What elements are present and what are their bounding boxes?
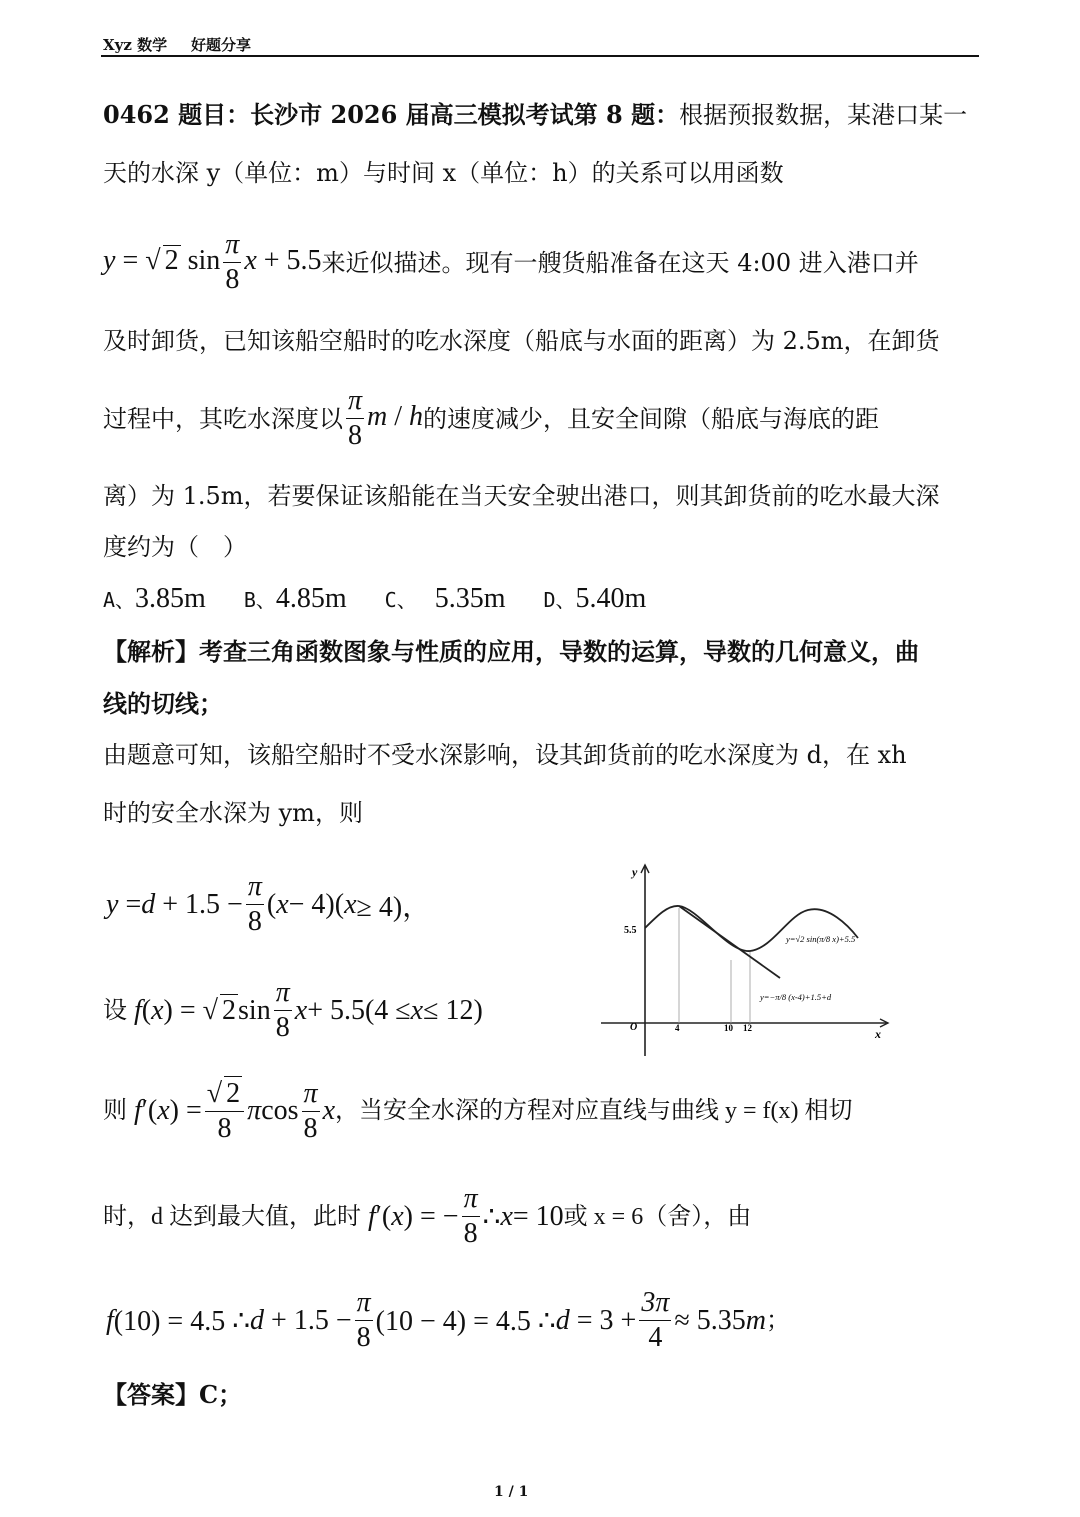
analysis-tag: 【解析】 — [103, 637, 199, 666]
choice-b-value: 4.85m — [275, 583, 347, 614]
analysis-line-4: 时的安全水深为 ym，则 — [103, 799, 363, 827]
y-tick-5-5: 5.5 — [624, 925, 637, 936]
problem-line-3: y = √ 2 sin $\frac{\pi}{8}$ x + 5.5 来近似描述。现有一艘货船准备在这天 4:00 进入港口并 — [103, 229, 919, 295]
line-label: y=−π/8 (x-4)+1.5+d — [760, 992, 832, 1002]
analysis-line-2: 线的切线； — [103, 689, 223, 718]
answer-value: C； — [199, 1380, 243, 1409]
figure-graph — [598, 860, 898, 1060]
problem-line-4: 及时卸货，已知该船空船时的吃水深度（船底与水面的距离）为 2.5m，在卸货 — [103, 327, 940, 355]
equation-3: 则 f ′( x ) = $\frac{√ 2}{8}$ π cos $\frac{\pi}{8}$ x ，当安全水深的方程对应直线与曲线 y = f(x) 相切 — [103, 1077, 853, 1144]
answer-tag: 【答案】 — [103, 1380, 199, 1409]
analysis-line-3: 由题意可知，该船空船时不受水深影响，设其卸货前的吃水深度为 d，在 xh — [103, 741, 907, 769]
page-number: 1 / 1 — [494, 1484, 529, 1500]
problem-line-6: 离）为 1.5m，若要保证该船能在当天安全驶出港口，则其卸货前的吃水最大深 — [103, 482, 940, 510]
problem-line-5: 过程中，其吃水深度以 $\frac{\pi}{8}$ m / h 的速度减少，且安全间隙（船底与海底的距 — [103, 385, 880, 451]
x-tick-12: 12 — [743, 1023, 752, 1033]
answer-line — [103, 1380, 242, 1410]
problem-line-1: 0462 题目：长沙市 2026 届高三模拟考试第 8 题：根据预报数据，某港口某一 — [103, 100, 968, 129]
function-formula: y = √ 2 sin $\frac{\pi}{8}$ x + 5.5 — [103, 229, 322, 295]
problem-line-2: 天的水深 y（单位：m）与时间 x（单位：h）的关系可以用函数 — [103, 159, 784, 187]
problem-label: 0462 题目：长沙市 2026 届高三模拟考试第 8 题： — [103, 100, 680, 129]
sine-curve — [645, 906, 858, 951]
curve-label: y=√2 sin(π/8 x)+5.5 — [786, 934, 856, 944]
choice-b-letter: B、 — [243, 588, 276, 612]
choice-c-letter: C、 — [384, 588, 417, 612]
y-axis-label: y — [632, 865, 638, 879]
choice-d-value: 5.40m — [575, 583, 647, 614]
choice-a-letter: A、 — [103, 588, 136, 612]
rate-formula: $\frac{\pi}{8}$ m / h — [348, 385, 424, 451]
origin-label: O — [630, 1022, 638, 1033]
choice-d-letter: D、 — [543, 588, 576, 612]
choice-a-value: 3.85m — [135, 583, 206, 614]
header-rule — [101, 55, 979, 57]
equation-5: f (10) = 4.5 ∴ d + 1.5 − $\frac{\pi}{8}$ (10 − 4) = 4.5 ∴ d = 3 + $\frac{3\pi}{4}$ ≈ 5.35 m ； — [106, 1287, 790, 1353]
analysis-line-1: 【解析】考查三角函数图象与性质的应用，导数的运算，导数的几何意义，曲 — [103, 637, 919, 666]
problem-line-7: 度约为（ ） — [103, 533, 247, 561]
header-section: 好题分享 — [191, 36, 252, 54]
x-tick-4: 4 — [675, 1023, 680, 1033]
equation-4: 时，d 达到最大值，此时 f ′( x ) = − $\frac{\pi}{8}$ ∴ x = 10 或 x = 6（舍），由 — [103, 1183, 752, 1249]
choices-row — [103, 583, 646, 615]
x-tick-10: 10 — [724, 1023, 733, 1033]
tangent-line — [679, 906, 780, 978]
equation-1: y = d + 1.5 − $\frac{\pi}{8}$ ( x − 4)( x ≥ 4)， — [106, 871, 431, 937]
choice-c-value: 5.35m — [434, 583, 506, 614]
header-brand: Xyz 数学 — [103, 36, 168, 54]
equation-2: 设 f ( x ) = √ 2 sin $\frac{\pi}{8}$ x + 5.5(4 ≤ x ≤ 12) — [103, 977, 483, 1043]
x-axis-label: x — [875, 1027, 881, 1041]
